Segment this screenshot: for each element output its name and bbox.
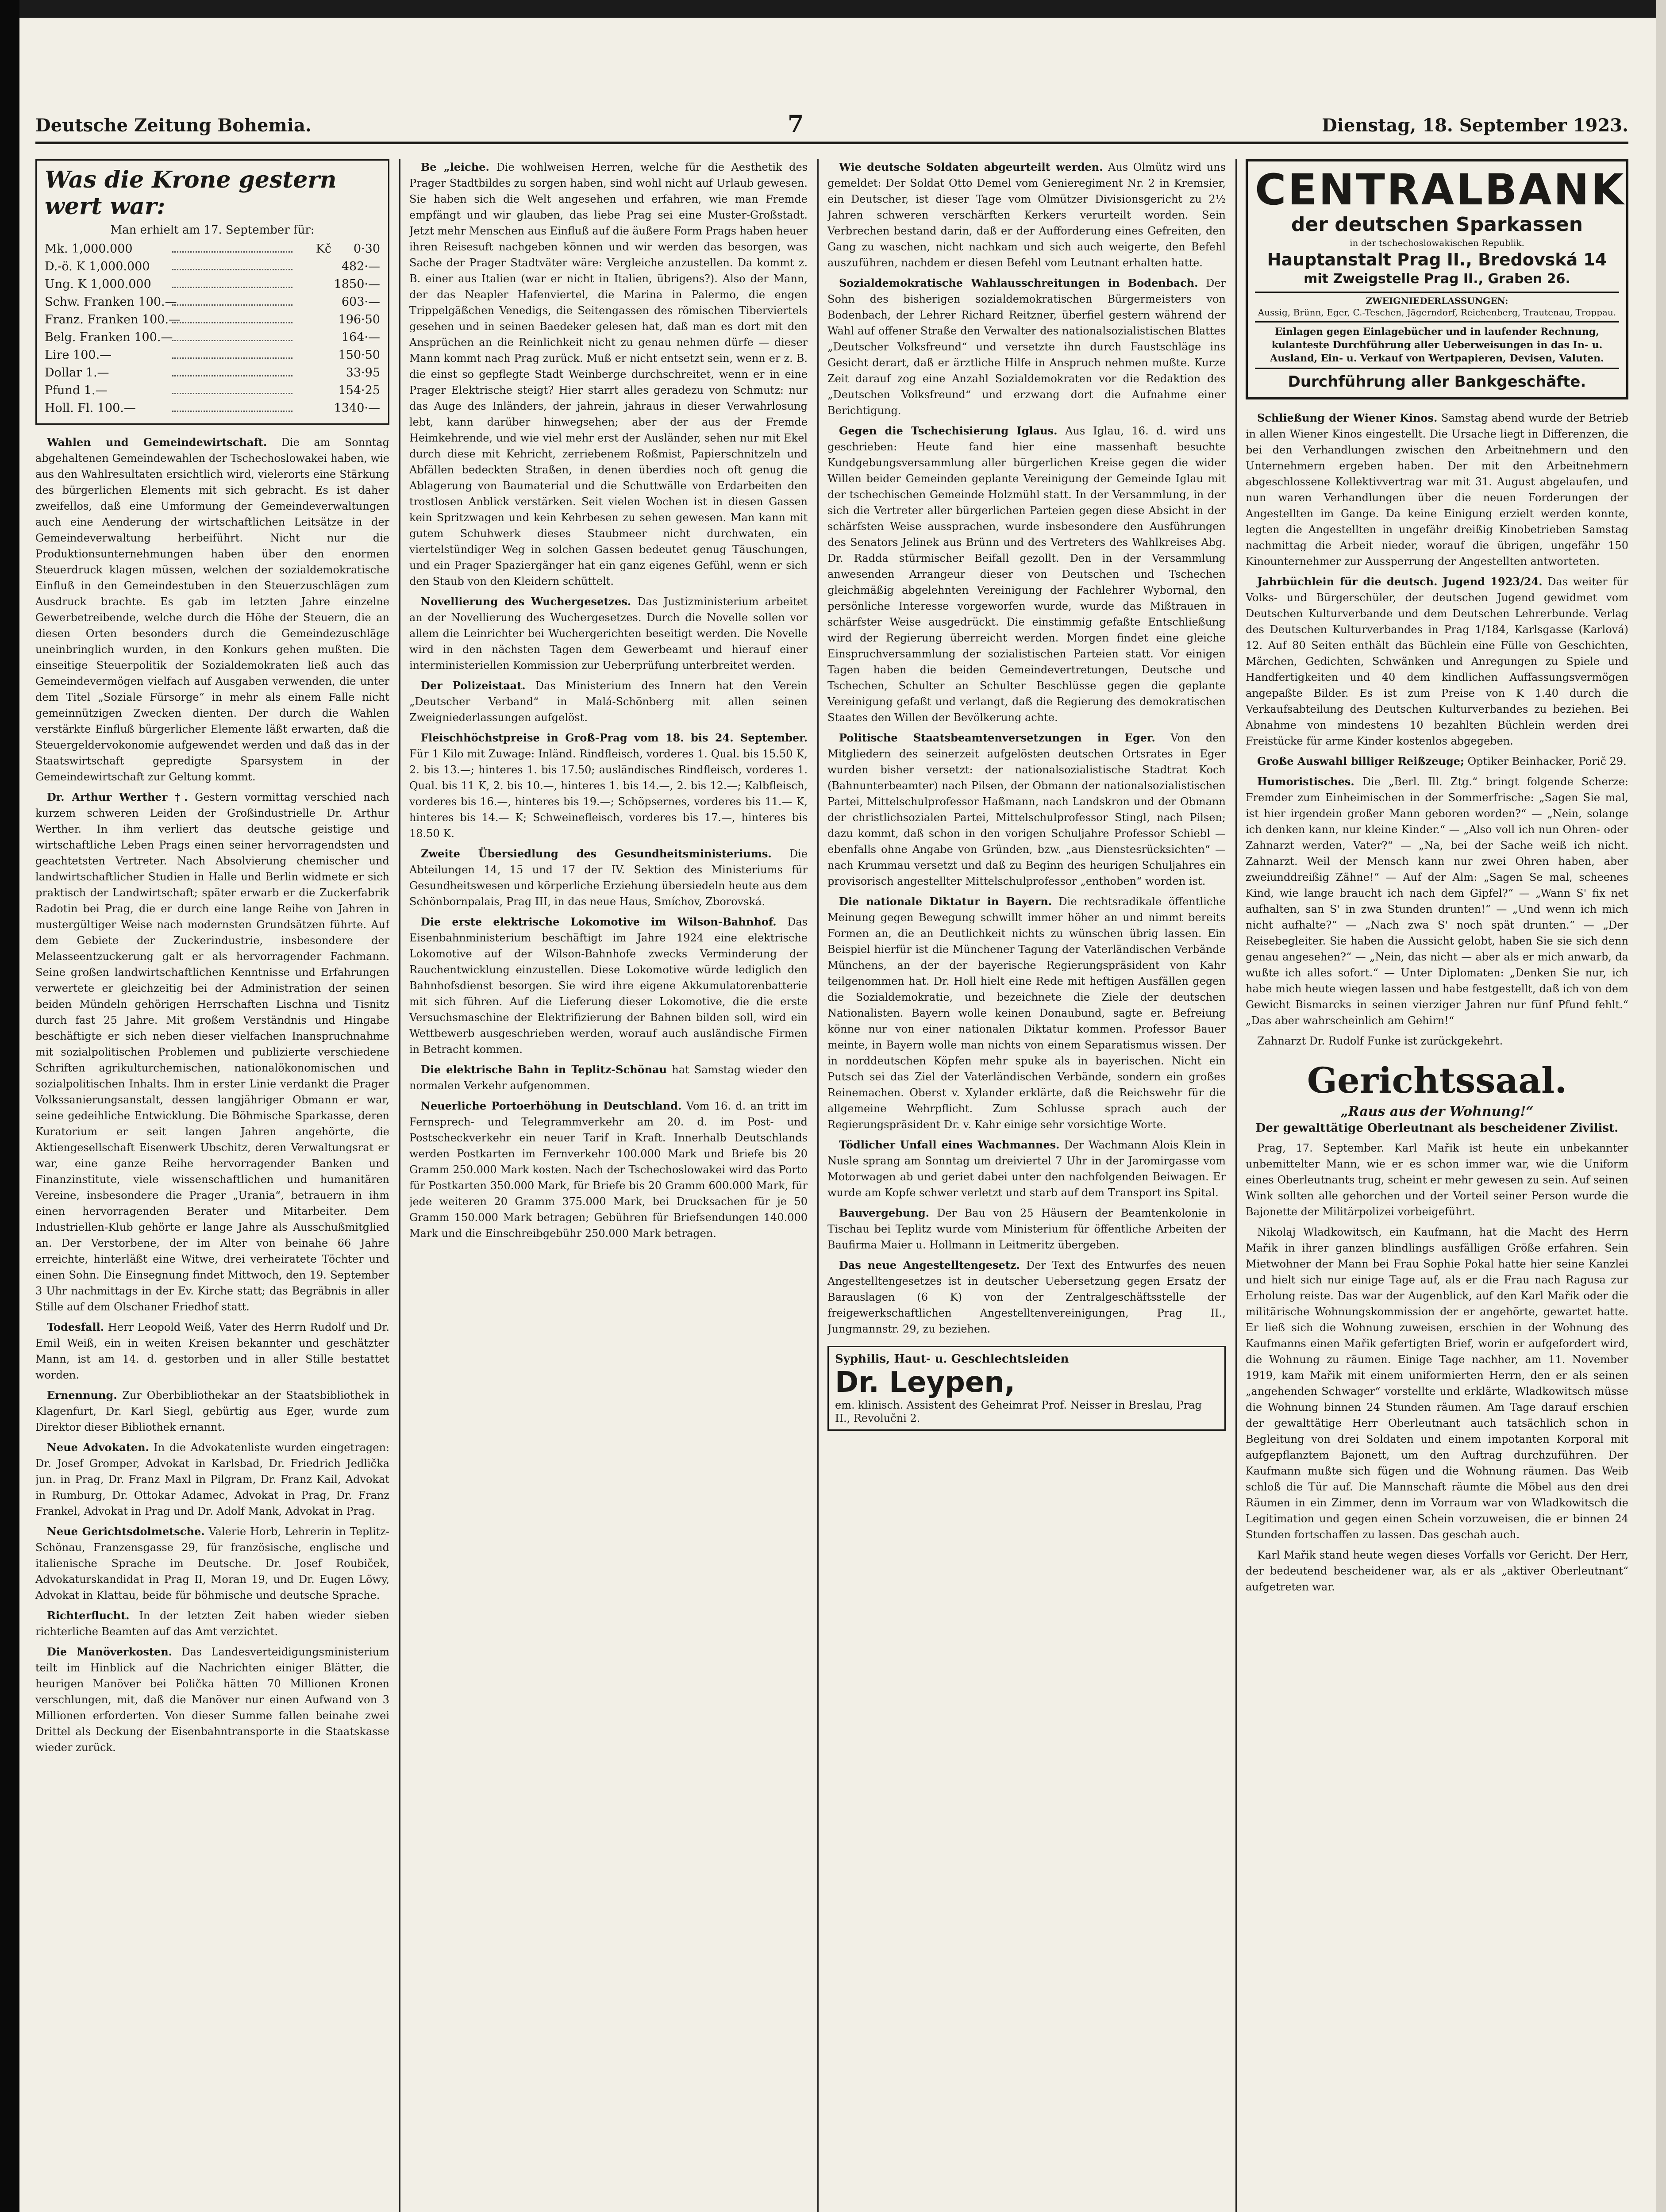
centralbank-advertisement bbox=[1246, 159, 1628, 399]
news-item-text: Die Abteilungen 14, 15 und 17 der IV. Sektion des Ministeriums für Gesundheitswesen und körperliche Erziehung übersiedeln heute aus dem Schönbornpalais, Prag III, in das neue Haus, Smíchov, Zborovská. bbox=[409, 848, 808, 908]
news-item bbox=[827, 1205, 1226, 1253]
exchange-rate-row bbox=[45, 258, 380, 276]
news-item-headline: Die elektrische Bahn in Teplitz-Schönau bbox=[421, 1063, 667, 1076]
currency-unit bbox=[296, 329, 331, 346]
exchange-rate-row bbox=[45, 240, 380, 258]
currency-name: Holl. Fl. 100.— bbox=[45, 401, 136, 415]
news-item-text: Der Text des Entwurfes des neuen Angestelltengesetzes ist in deutscher Uebersetzung gegen Ersatz der Barauslagen (6 K) von der Zentralgeschäftsstelle der freigewerkschaftlichen Angestelltenvereinigungen, Prag II., Jungmannstr. 29, zu beziehen. bbox=[827, 1259, 1226, 1335]
exchange-rates-box bbox=[35, 159, 389, 425]
exchange-rate-row bbox=[45, 276, 380, 293]
leader-dots bbox=[172, 240, 292, 253]
gerichtssaal-body bbox=[1246, 1140, 1628, 1595]
news-item-text: Das weiter für Volks- und Bürgerschüler, der deutschen Jugend gewidmet vom Deutschen Kulturverbande und dem Deutschen Lehrerbunde. Verlag des Deutschen Kulturverbandes in Prag 1/184, Karlsgasse (Karlová) 12. Auf 80 Seiten enthält das Büchlein eine Fülle von Geschichten, Märchen, Gedichten, Schwänken und Anregungen zu Spiele und Handfertigkeiten und 40 dem kindlichen Auffassungsvermögen angepaßte Bilder. Es ist zum Preise von K 1.40 durch die Verkaufsabteilung des Deutschen Kulturverbandes zu beziehen. Bei Abnahme von mindestens 10 bezahlten Büchlein werden drei Freistücke für arme Kinder kostenlos abgegeben. bbox=[1246, 576, 1628, 747]
news-item-headline: Bauvergebung. bbox=[839, 1206, 930, 1219]
news-item bbox=[827, 159, 1226, 271]
news-item-headline: Tödlicher Unfall eines Wachmannes. bbox=[839, 1138, 1060, 1151]
rate-value: 196·50 bbox=[338, 313, 380, 326]
bank-line-4: Hauptanstalt Prag II., Bredovská 14 bbox=[1267, 250, 1607, 269]
news-item-headline: Jahrbüchlein für die deutsch. Jugend 1923/24. bbox=[1257, 575, 1543, 588]
column-1 bbox=[35, 159, 389, 2212]
news-item-headline: Wie deutsche Soldaten abgeurteilt werden. bbox=[839, 161, 1103, 173]
news-item-headline: Ernennung. bbox=[47, 1389, 117, 1402]
news-item-text: In die Advokatenliste wurden eingetragen: Dr. Josef Gromper, Advokat in Karlsbad, Dr. Friedrich Jedlička jun. in Prag, Dr. Franz Maxl in Pilgram, Dr. Franz Kail, Advokat in Rumburg, Dr. Ottokar Adamec, Advokat in Prag, Dr. Franz Frankel, Advokat in Prag und Dr. Adolf Mank, Advokat in Prag. bbox=[35, 1441, 389, 1517]
leader-dots bbox=[172, 276, 292, 288]
news-item-text: Das Justizministerium arbeitet an der Novellierung des Wuchergesetzes. Durch die Novelle sollen vor allem die Leinrichter bei Wuchergerichten beseitigt werden. Die Novelle wird in den nächsten Tagen dem Gewerbeamt und hierauf einer interministeriellen Kommission zur Ueberprüfung unterbreitet werden. bbox=[409, 595, 808, 672]
bank-line-8: Einlagen gegen Einlagebücher und in laufender Rechnung, kulanteste Durchführung aller Ueberweisungen in das In- u. Ausland, Ein- u. Verkauf von Wertpapieren, Devisen, Valuten. bbox=[1255, 321, 1619, 365]
news-item-headline: Todesfall. bbox=[47, 1321, 104, 1333]
news-item-headline: Fleischhöchstpreise in Groß-Prag vom 18. bis 24. September. bbox=[421, 731, 808, 744]
news-item bbox=[1246, 574, 1628, 749]
leader-dots bbox=[172, 293, 292, 306]
rate-value: 164·— bbox=[341, 330, 380, 344]
news-item-text: Für 1 Kilo mit Zuwage: Inländ. Rindfleisch, vorderes 1. Qual. bis 15.50 K, 2. bis 13.—; hinteres 1. bis 17.50; ausländisches Rindfleisch, vorderes 1. Qual. bis 11 K, 2. bis 10.—, hinteres 1. bis 14.—, 2. bis 12.—; Kalbfleisch, vorderes bis 16.—, hinteres bis 19.—; Schöpsernes, vorderes bis 11.— K, hinteres bis 14.— K; Schweinefleisch, vorderes bis 17.—, hinteres bis 18.50 K. bbox=[409, 748, 808, 840]
currency-unit bbox=[296, 364, 331, 382]
issue-date: Dienstag, 18. September 1923. bbox=[1322, 115, 1628, 136]
news-item bbox=[35, 1644, 389, 1755]
news-item-text: Optiker Beinhacker, Porič 29. bbox=[1467, 755, 1627, 768]
column-rule bbox=[817, 159, 819, 2212]
news-item-headline: Die Manöverkosten. bbox=[47, 1645, 173, 1658]
news-item-headline: Sozialdemokratische Wahlausschreitungen in Bodenbach. bbox=[839, 276, 1198, 289]
news-item bbox=[35, 434, 389, 785]
column-1-articles bbox=[35, 434, 389, 1755]
exchange-rates-title: Was die Krone gestern wert war: bbox=[45, 166, 337, 220]
news-item bbox=[409, 846, 808, 910]
news-item bbox=[1246, 774, 1628, 1029]
exchange-rate-row bbox=[45, 382, 380, 399]
exchange-rate-row bbox=[45, 346, 380, 364]
news-item-text: hat Samstag wieder den normalen Verkehr aufgenommen. bbox=[409, 1064, 808, 1092]
news-item-headline: Der Polizeistaat. bbox=[421, 679, 526, 692]
leypen-line-1: Syphilis, Haut- u. Geschlechtsleiden bbox=[835, 1352, 1069, 1366]
news-item-headline: Das neue Angestelltengesetz. bbox=[839, 1259, 1020, 1271]
news-item-text: Herr Leopold Weiß, Vater des Herrn Rudolf und Dr. Emil Weiß, ein in weiten Kreisen bekannter und geschätzter Mann, ist am 14. d. gestorben und in aller Stille bestattet worden. bbox=[35, 1321, 389, 1381]
exchange-rate-row bbox=[45, 329, 380, 346]
news-item-text: Die wohlweisen Herren, welche für die Aesthetik des Prager Stadtbildes zu sorgen haben, sind wohl nicht auf Urlaub gewesen. Sie haben sich die Welt angesehen und erfahren, wie man Fremde empfängt und wir glauben, das liebe Prag sei eine Muster-Großstadt. Jetzt mehr Menschen aus Einfluß auf die äußere Form Prags haben heuer ihren Reisesuft nachgeben können und wir werden das besorgen, was Sache der Prager Stadtväter wäre: Vergleiche anzustellen. Da kommt z. B. einer aus Italien (war er nicht in Italien, übrigens?). Also der Mann, der das Neapler Hafenviertel, die Marina in Palermo, die engen Trippelgäßchen Venedigs, die Seitengassen des römischen Tiberviertels gesehen und in seinen Baedeker gelesen hat, daß man es dort mit den Ansprüchen an die Reinlichkeit nicht zu genau nehmen dürfe — dieser Mann kommt nach Prag zurück. Muß er nicht entsetzt sein, wenn er z. B. die einst so gepflegte Stadt Weinberge durchschreitet, wenn er in eine Prager Elektrische steigt? Hier starrt alles geradezu von Schmutz: nur das Auge des Inländers, der jahrein, jahraus in dieser Verwahrlosung lebt, kann darüber hinwegsehen; aber der aus der Fremde Heimkehrende, und wie viel mehr erst der Ausländer, sehen nur mit Ekel durch diese mit Kehricht, zerriebenem Roßmist, Papierschnitzeln und Abfällen bedeckten Straßen, in denen überdies noch oft genug die Ablagerung von Baumaterial und die Schuttwälle von Erdarbeiten den trostlosen Anblick verstärken. Seit vielen Wochen ist in diesen Gassen kein Spritzwagen und kein Kehrbesen zu sehen gewesen. Man kann mit gutem Schuhwerk dieses Staubmeer nicht durchwaten, ein viertelstündiger Weg in solchen Gassen bedeutet genug Täuschungen, und ein Prager Spaziergänger hat ein ganz eigenes Gefühl, wenn er sich den Staub von den Kleidern schüttelt. bbox=[409, 161, 808, 588]
news-item-text: Die am Sonntag abgehaltenen Gemeindewahlen der Tschechoslowakei haben, wie aus den Wahlresultaten ersichtlich wird, vielerorts eine Stärkung des bürgerlichen Elements mit sich gebracht. Es ist daher zweifellos, daß eine Umformung der Gemeindeverwaltungen auch eine Aenderung der wirtschaftlichen Leitsätze in der Gemeindeverwaltung herbeiführt. Nicht nur die Produktionsunternehmungen haben über den enormen Steuerdruck klagen müssen, welchen der sozialdemokratische Einfluß in den Gemeindestuben in den Steuerzuschlägen zum Ausdruck brachte. Es gab im letzten Jahre einzelne Gewerbetreibende, welche durch die Höhe der Steuern, die an diesen Orten besonders durch die Gemeindezuschläge uneinbringlich wurden, in den Konkurs gehen mußten. Die einseitige Steuerpolitik der Sozialdemokraten ließ auch das Gemeindevermögen vielfach auf Ausgaben verwenden, die unter dem Titel „Soziale Fürsorge“ in mehr als einem Falle nicht gemeinnützigen Zwecken dienten. Der durch die Wahlen verstärkte Einfluß bürgerlicher Elemente läßt erwarten, daß die Steuergeldervokonomie aufgewendet werden und daß das in der Staatswirtschaft gepredigte Sparsystem in der Gemeindewirtschaft zur Geltung kommt. bbox=[35, 436, 389, 783]
news-item-text: Aus Iglau, 16. d. wird uns geschrieben: Heute fand hier eine massenhaft besuchte Kundgebungsversammlung aller bürgerlichen Kreise gegen die wider Willen beider Gemeinden geplante Vereinigung der Gemeinde Iglau mit der tschechischen Gemeinde Holzmühl statt. In der Versammlung, in der sich die Vertreter aller bürgerlichen Parteien gegen diese Absicht in der schärfsten Weise aussprachen, wurde insbesondere den Ausführungen des Senators Jelinek aus Brünn und des Vertreters des Wahlkreises Abg. Dr. Radda stürmischer Beifall gezollt. Den in der Versammlung anwesenden Arrangeur dieser von Deutschen und Tschechen gleichmäßig abgelehnten Vereinigung der Fachlehrer Wybornal, den persönliche Interesse vorgeworfen wurde, wurde das Mißtrauen in schärfster Weise ausgedrückt. Die einstimmig gefaßte Entschließung wird der Regierung überreicht werden. Morgen findet eine gleiche Einspruchversammlung der sozialistischen Parteien statt. Vor einigen Tagen haben die beiden Gemeindevertretungen, Deutsche und Tschechen, Schulter an Schulter Beschlüsse gegen die geplante Vereinigung gefaßt und verlangt, daß die Regierung des demokratischen Staates den Willen der Bevölkerung achte. bbox=[827, 425, 1226, 724]
leypen-advertisement bbox=[827, 1346, 1226, 1431]
news-item-headline: Neue Advokaten. bbox=[47, 1441, 149, 1454]
leader-dots bbox=[172, 382, 292, 394]
leader-dots bbox=[172, 346, 292, 359]
column-rule bbox=[1235, 159, 1237, 2212]
leypen-line-3: em. klinisch. Assistent des Geheimrat Prof. Neisser in Breslau, Prag II., Revolučni 2. bbox=[835, 1399, 1202, 1425]
currency-name: Belg. Franken 100.— bbox=[45, 330, 173, 344]
court-report-paragraph: Nikolaj Wladkowitsch, ein Kaufmann, hat die Macht des Herrn Mařik in ihrer ganzen blindlings ausfälligen Größe erfahren. Sein Mietwohner der Mann bei Frau Sophie Pokal hatte hier seine Kanzlei und hielt sich nur einige Tage auf, als er die Frau nach Ragusa zur Erholung reiste. Das war der Augenblick, auf den Karl Mařik oder die militärische Wohnungskommission der er angehörte, gewartet hatte. Er ließ sich die Wohnung zuweisen, erschien in der Wohnung des Kaufmanns einen Mařik gefertigten Brief, worin er aufgefordert wird, die Wohnung zu räumen. Einige Tage nachher, am 11. November 1919, kam Mařik mit einem uniformierten Herrn, den er als seinen „angehenden Schwager“ vorstellte und erklärte, Wladkowitsch müsse die Wohnung binnen 24 Stunden räumen. Am Tage darauf erschien der gewalttätige Herr Oberleutnant auch tatsächlich schon in Begleitung von drei Soldaten und einem impotanten Korporal mit aufgepflanztem Bajonett, um den Auftrag durchzuführen. Der Kaufmann mußte sich fügen und die Wohnung räumen. Das Weib schloß die Tür auf. Die Mannschaft räumte die Möbel aus den drei Räumen in ein Zimmer, denn im Vorraum war von Wladkowitsch die Legitimation und gegen einen Schein vorzuweisen, die er binnen 24 Stunden fortschaffen zu lassen. Das geschah auch. bbox=[1246, 1226, 1628, 1541]
news-item-headline: Zweite Übersiedlung des Gesundheitsministeriums. bbox=[421, 847, 772, 860]
news-item bbox=[409, 914, 808, 1057]
news-item-text: Der Bau von 25 Häusern der Beamtenkolonie in Tischau bei Teplitz wurde vom Ministerium für öffentliche Arbeiten der Baufirma Maier u. Hollmann in Leitmeritz übergeben. bbox=[827, 1207, 1226, 1251]
news-item bbox=[409, 1062, 808, 1094]
news-item bbox=[35, 1319, 389, 1383]
bank-line-3: in der tschechoslowakischen Republik. bbox=[1350, 238, 1524, 248]
gerichtssaal-section bbox=[1246, 1060, 1628, 1595]
news-item-headline: Novellierung des Wuchergesetzes. bbox=[421, 595, 631, 608]
leader-dots bbox=[172, 399, 292, 412]
news-item-headline: Die nationale Diktatur in Bayern. bbox=[839, 895, 1052, 908]
exchange-rate-row bbox=[45, 399, 380, 417]
news-item-headline: Die erste elektrische Lokomotive im Wilson-Bahnhof. bbox=[421, 915, 777, 928]
bank-line-2: der deutschen Sparkassen bbox=[1291, 213, 1583, 236]
exchange-rate-row bbox=[45, 364, 380, 382]
news-item-text: Vom 16. d. an tritt im Fernsprech- und Telegrammverkehr am 20. d. im Post- und Postscheckverkehr ein neuer Tarif in Kraft. Innerhalb Deutschlands werden Postkarten im Fernverkehr 100.000 Mark und Briefe bis 20 Gramm 250.000 Mark kosten. Nach der Tschechoslowakei wird das Porto für Postkarten 350.000 Mark, für Briefe bis 20 Gramm 600.000 Mark, für jede weiteren 20 Gramm 375.000 Mark, bei Drucksachen für je 50 Gramm 150.000 Mark betragen; Gebühren für Briefsendungen 140.000 Mark und die Einschreibgebühr 250.000 Mark betragen. bbox=[409, 1100, 808, 1240]
rate-value: 0·30 bbox=[353, 242, 380, 256]
news-item-headline: Neue Gerichtsdolmetsche. bbox=[47, 1525, 205, 1538]
currency-name: Franz. Franken 100.— bbox=[45, 313, 181, 326]
news-item-headline: Humoristisches. bbox=[1257, 775, 1354, 788]
scan-edge-left bbox=[0, 0, 19, 2212]
gerichtssaal-subtitle: „Raus aus der Wohnung!“ bbox=[1340, 1104, 1534, 1119]
news-item bbox=[827, 275, 1226, 419]
news-item bbox=[35, 1608, 389, 1640]
column-4-articles bbox=[1246, 410, 1628, 1049]
rate-value: 33·95 bbox=[346, 366, 380, 380]
leader-dots bbox=[172, 258, 292, 270]
news-item bbox=[35, 1524, 389, 1603]
news-item-text: Aus Olmütz wird uns gemeldet: Der Soldat Otto Demel vom Genieregiment Nr. 2 in Kremsier, ein Deutscher, ist dieser Tage vom Olmützer Divisionsgericht zu 2½ Jahren schweren verschärften Kerkers verurteilt worden. Sein Verbrechen bestand darin, daß er der Aufforderung eines Gefreiten, den Gang zu waschen, nicht nachkam und sich auch weigerte, den Befehl auszuführen, nachdem er diesen Befehl vom Leutnant erhalten hatte. bbox=[827, 161, 1226, 269]
exchange-rate-row bbox=[45, 311, 380, 329]
bank-line-5: mit Zweigstelle Prag II., Graben 26. bbox=[1304, 271, 1570, 287]
news-item bbox=[1246, 410, 1628, 569]
news-item-text: Samstag abend wurde der Betrieb in allen Wiener Kinos eingestellt. Die Ursache liegt in Differenzen, die bei den Verhandlungen zwischen den Arbeitnehmern und den Unternehmern ergeben haben. Der mit den Arbeitnehmern abgeschlossene Kollektivvertrag war mit 31. August abgelaufen, und nun waren Verhandlungen über die neuen Forderungen der Angestellten im Gange. Da keine Einigung erzielt werden konnte, legten die Angestellten in ungefähr dreißig Kinobetrieben Samstag nachmittag die Arbeit nieder, worauf die übrigen, ungefähr 150 Kinounternehmer zur Aussperrung der Angestellten antworteten. bbox=[1246, 412, 1628, 568]
news-item-headline: Neuerliche Portoerhöhung in Deutschland. bbox=[421, 1099, 682, 1112]
currency-name: Lire 100.— bbox=[45, 348, 112, 362]
news-item bbox=[409, 730, 808, 841]
news-item bbox=[409, 159, 808, 589]
news-item bbox=[827, 1137, 1226, 1201]
news-item bbox=[35, 1387, 389, 1435]
currency-unit bbox=[296, 399, 331, 417]
news-item bbox=[827, 730, 1226, 889]
leader-dots bbox=[172, 311, 292, 323]
rate-value: 154·25 bbox=[338, 384, 380, 397]
exchange-rates-subtitle: Man erhielt am 17. September für: bbox=[110, 223, 315, 237]
currency-name: Schw. Franken 100.— bbox=[45, 295, 177, 309]
currency-unit: Kč bbox=[316, 242, 331, 256]
news-item bbox=[409, 594, 808, 673]
news-item bbox=[35, 1440, 389, 1519]
news-item-headline: Be „leiche. bbox=[421, 161, 489, 173]
column-3-articles bbox=[827, 159, 1226, 1337]
column-3 bbox=[827, 159, 1226, 2212]
exchange-rate-row bbox=[45, 293, 380, 311]
bank-line-9: Durchführung aller Bankgeschäfte. bbox=[1255, 368, 1619, 392]
news-item bbox=[35, 789, 389, 1315]
court-report-paragraph: Karl Mařik stand heute wegen dieses Vorfalls vor Gericht. Der Herr, der bedeutend bescheidener war, als er als „aktiver Oberleutnant“ aufgetreten war. bbox=[1246, 1549, 1628, 1593]
exchange-rates-list bbox=[45, 240, 380, 417]
currency-name: D.-ö. K 1,000.000 bbox=[45, 260, 150, 273]
gerichtssaal-subtitle-2: Der gewalttätige Oberleutnant als bescheidener Zivilist. bbox=[1255, 1121, 1619, 1135]
news-item-text: Valerie Horb, Lehrerin in Teplitz-Schönau, Franzensgasse 29, für französische, englische und italienische Sprache im Deutsche. Dr. Josef Roubiček, Advokaturskandidat in Prag II, Moran 19, und Dr. Eugen Löwy, Advokat in Klattau, beide für böhmische und deutsche Sprache. bbox=[35, 1525, 389, 1601]
news-item bbox=[1246, 753, 1628, 769]
column-4 bbox=[1246, 159, 1628, 2212]
leypen-name: Dr. Leypen, bbox=[835, 1366, 1016, 1399]
news-item bbox=[827, 894, 1226, 1133]
page-number: 7 bbox=[788, 111, 804, 138]
news-item-headline: Gegen die Tschechisierung Iglaus. bbox=[839, 424, 1058, 437]
column-rule bbox=[399, 159, 400, 2212]
news-item-text: In der letzten Zeit haben wieder sieben richterliche Beamten auf das Amt verzichtet. bbox=[35, 1609, 389, 1638]
currency-name: Mk. 1,000.000 bbox=[45, 242, 133, 256]
currency-name: Pfund 1.— bbox=[45, 384, 108, 397]
rate-value: 150·50 bbox=[338, 348, 380, 362]
news-item-text: Die „Berl. Ill. Ztg.“ bringt folgende Scherze: Fremder zum Einheimischen in der Sommerfrische: „Sagen Sie mal, ist hier irgendein großer Mann geboren worden?“ — „Nein, solange ich denken kann, nur kleine Kinder.“ — „Also voll ich nun Ohren- oder Zahnarzt werden, Vater?“ — „Na, bei der Sache weiß ich nicht. Zahnarzt. Weil der Mensch kann nur zwei Ohren haben, aber zweiunddreißig Zähne!“ — Auf der Alm: „Sagen Se mal, scheenes Kind, wie lange braucht ich nach dem Gipfel?“ — „Wann S' fix net aufhalten, san S' in zwa Stunden drunten!“ — „Und wenn ich mich nicht aufhalte?“ — „Nach zwa S' noch spät drunten.“ — „Der Reisebegleiter. Sie haben die Aussicht gelobt, haben Sie sie sich denn genau angesehen?“ — „Nein, das nicht — aber als er mich anwarb, da wußte ich alles sofort.“ — Unter Diplomaten: „Denken Sie nur, ich habe mich heute wiegen lassen und habe festgestellt, daß ich von dem Gewicht Bismarcks in seinen vierziger Jahren nur fünf Pfund fehlt.“ „Das aber wahrscheinlich am Gehirn!“ bbox=[1246, 776, 1628, 1027]
news-item-text: Das Landesverteidigungsministerium teilt im Hinblick auf die Nachrichten einiger Blätter, die heurigen Manöver bei Polička hätten 70 Millionen Kronen verschlungen, mit, daß die Manöver nur einen Aufwand von 3 Millionen erforderten. Von dieser Summe fallen beinahe zwei Drittel als Deckung der Eisenbahntransporte in die Staatskasse wieder zurück. bbox=[35, 1646, 389, 1754]
news-item-headline: Große Auswahl billiger Reißzeuge; bbox=[1257, 755, 1464, 768]
news-item bbox=[409, 1098, 808, 1241]
leader-dots bbox=[172, 329, 292, 341]
currency-name: Ung. K 1,000.000 bbox=[45, 277, 151, 291]
currency-unit bbox=[296, 276, 331, 293]
scan-edge-top bbox=[19, 0, 1666, 18]
column-2-articles bbox=[409, 159, 808, 1241]
court-report-paragraph: Prag, 17. September. Karl Mařik ist heute ein unbekannter unbemittelter Mann, wie er es schon immer war, wie die Uniform eines Oberleutnants trug, scheint er mehr gewesen zu sein. Auf seinen Wink sollten alle gehorchen und der Vorteil seiner Person wurde die Bajonette der Militärpolizei vorbeigeführt. bbox=[1246, 1142, 1628, 1218]
scan-edge-right bbox=[1656, 0, 1666, 2212]
news-item-text: Die rechtsradikale öffentliche Meinung gegen Bewegung schwillt immer höher an und nimmt bereits Formen an, die an Deutlichkeit nichts zu wünschen übrig lassen. Ein Beispiel hierfür ist die Münchener Tagung der Vaterländischen Verbände Münchens, an der der bayerische Regierungspräsident von Kahr teilgenommen hat. Dr. Holl hielt eine Rede mit heftigen Ausfällen gegen die Sozialdemokratie, und bezeichnete die Ziele der deutschen Nationalisten. Bayern wolle keinen Donaubund, sagte er. Befreiung könne nur von einer nationalen Diktatur kommen. Professor Bauer meinte, in Bayern wolle man nichts von einem Separatismus wissen. Der in norddeutschen Köpfen mehr spuke als in bayerischen. Nicht ein Putsch sei das Ziel der Vaterländischen Verbände, sondern ein großes Reinemachen. Oberst v. Xylander erklärte, daß die Reichswehr für die allgemeine Wehrpflicht. Zum Schlusse sprach auch der Regierungspräsident Dr. v. Kahr einige sehr vorsichtige Worte. bbox=[827, 895, 1226, 1131]
news-item-text: Zahnarzt Dr. Rudolf Funke ist zurückgekehrt. bbox=[1257, 1035, 1503, 1047]
news-item-text: Gestern vormittag verschied nach kurzem schweren Leiden der Großindustrielle Dr. Arthur Werther. In ihm verliert das deutsche geistige und wirtschaftliche Leben Prags einen seiner hervorragendsten und geachtetsten Vertreter. Nach Absolvierung chemischer und landwirtschaftlicher Studien in Halle und Berlin widmete er sich praktisch der Landwirtschaft; später erwarb er die Zuckerfabrik Radotin bei Prag, die er durch eine lange Reihe von Jahren in mustergültiger Weise nach modernsten Grundsätzen führte. Auf dem Gebiete der Zuckerindustrie, insbesondere der Melasseentzuckerung galt er als hervorragender Fachmann. Seine großen landwirtschaftlichen Kenntnisse und Erfahrungen verwertete er gleichzeitig bei der Administration der seinen beiden Mündeln gehörigen Herrschaften Lischna und Tisnitz durch fast 25 Jahre. Mit großem Verständnis und Hingabe beschäftigte er sich neben dieser vielfachen Inanspruchnahme mit sozialpolitischen Problemen und publizierte verschiedene Schriften agrikulturchemischen, nationalökonomischen und sozialpolitischen Inhalts. Ihm in erster Linie verdankt die Prager Volkssanierungsanstalt, dessen langjähriger Obmann er war, seine gedeihliche Entwicklung. Die Böhmische Sparkasse, deren Kuratorium er seit langen Jahren angehörte, die Aktiengesellschaft Eisenwerk Ubschitz, deren Verwaltungsrat er war, eine ganze Reihe hervorragender Banken und Finanzinstitute, viele wissenschaftlichen und humanitären Vereine, insbesondere die Prager „Urania“, betrauern in ihm einen hervorragenden Berater und Mitarbeiter. Dem Industriellen-Klub gehörte er lange Jahre als Ausschußmitglied an. Der Verstorbene, der im Alter von beinahe 66 Jahre erreichte, hinterläßt eine Witwe, drei verheiratete Töchter und einen Sohn. Die Einsegnung findet Mittwoch, den 19. September 3 Uhr nachmittags in der Ev. Kirche statt; das Begräbnis in aller Stille auf dem Olschaner Friedhof statt. bbox=[35, 791, 389, 1313]
rate-value: 482·— bbox=[341, 260, 380, 273]
news-item bbox=[827, 423, 1226, 726]
newspaper-page bbox=[35, 111, 1628, 2212]
news-item-text: Der Wachmann Alois Klein in Nusle sprang am Sonntag um dreiviertel 7 Uhr in der Jaromirgasse vom Motorwagen ab und geriet dabei unter den nachfolgenden Beiwagen. Er wurde am Kopfe schwer verletzt und starb auf dem Transport ins Spital. bbox=[827, 1139, 1226, 1199]
rate-value: 603·— bbox=[341, 295, 380, 309]
gerichtssaal-title: Gerichtssaal. bbox=[1307, 1060, 1567, 1101]
news-item-headline: Richterflucht. bbox=[47, 1609, 130, 1622]
news-item-headline: Dr. Arthur Werther †. bbox=[47, 791, 188, 803]
currency-unit bbox=[296, 346, 331, 364]
currency-name: Dollar 1.— bbox=[45, 366, 109, 380]
news-item bbox=[1246, 1033, 1628, 1049]
bank-line-7: Aussig, Brünn, Eger, C.-Teschen, Jägerndorf, Reichenberg, Trautenau, Troppau. bbox=[1258, 307, 1616, 318]
news-item-headline: Wahlen und Gemeindewirtschaft. bbox=[47, 436, 267, 449]
news-item-text: Von den Mitgliedern des seinerzeit aufgelösten deutschen Ortsrates in Eger wurden bisher versetzt: der nationalsozialistische Stadtrat Koch (Bahnunterbeamter) nach Pilsen, der Obmann der nationalsozialistischen Partei, Mittelschulprofessor Haßmann, nach Landskron und der Obmann der christlichsozialen Partei, Mittelschulprofessor Stingl, nach Pilsen; dazu kommt, daß schon in den vorigen Schuljahre Professor Schiebl — ebenfalls ohne Angabe von Gründen, bzw. „aus Dienstesrücksichten“ — nach Krummau versetzt und daß zu Beginn des heurigen Schuljahres ein provisorisch angestellter Mittelschulprofessor „enthoben“ worden ist. bbox=[827, 732, 1226, 887]
currency-unit bbox=[296, 258, 331, 276]
page-header bbox=[35, 111, 1628, 144]
news-item-headline: Politische Staatsbeamtenversetzungen in Eger. bbox=[839, 731, 1155, 744]
bank-line-6: ZWEIGNIEDERLASSUNGEN: bbox=[1255, 292, 1619, 306]
leader-dots bbox=[172, 364, 292, 376]
news-item-text: Zur Oberbibliothekar an der Staatsbibliothek in Klagenfurt, Dr. Karl Siegl, gebürtig aus Eger, wurde zum Direktor dieser Bibliothek ernannt. bbox=[35, 1389, 389, 1433]
news-item-text: Das Ministerium des Innern hat den Verein „Deutscher Verband“ in Malá-Schönberg mit allen seinen Zweigniederlassungen aufgelöst. bbox=[409, 680, 808, 724]
news-item-headline: Schließung der Wiener Kinos. bbox=[1257, 411, 1438, 424]
news-item bbox=[409, 678, 808, 726]
bank-name: CENTRALBANK bbox=[1255, 165, 1626, 215]
currency-unit bbox=[296, 311, 331, 329]
news-item bbox=[827, 1257, 1226, 1337]
newspaper-title: Deutsche Zeitung Bohemia. bbox=[35, 115, 312, 136]
rate-value: 1340·— bbox=[334, 401, 380, 415]
column-2 bbox=[409, 159, 808, 2212]
currency-unit bbox=[296, 382, 331, 399]
news-item-text: Der Sohn des bisherigen sozialdemokratischen Bürgermeisters von Bodenbach, der Lehrer Richard Reitzner, überfiel gestern während der Wahl auf offener Straße den Verwalter des nationalsozialistischen Blattes „Deutscher Volksfreund“ und versetzte ihn durch Faustschläge ins Gesicht derart, daß er ärztliche Hilfe in Anspruch nehmen mußte. Kurze Zeit darauf zog eine Anzahl Sozialdemokraten vor die Redaktion des „Deutschen Volksfreund“ und erzwang dort die Aufnahme einer Berichtigung. bbox=[827, 277, 1226, 417]
currency-unit bbox=[296, 293, 331, 311]
news-item-text: Das Eisenbahnministerium beschäftigt im Jahre 1924 eine elektrische Lokomotive auf der Wilson-Bahnhofe zwecks Verminderung der Rauchentwicklung einzustellen. Diese Lokomotive würde lediglich den Bahnhofsdienst besorgen. Sie wird ihre eigene Akkumulatorenbatterie mit sich führen. Auf die Lieferung dieser Lokomotive, die die erste Versuchsmaschine der Elektrifizierung der Bahnen bilden soll, wird ein Wettbewerb ausgeschrieben werden, worauf auch ausländische Firmen in Betracht kommen. bbox=[409, 916, 808, 1056]
rate-value: 1850·— bbox=[334, 277, 380, 291]
